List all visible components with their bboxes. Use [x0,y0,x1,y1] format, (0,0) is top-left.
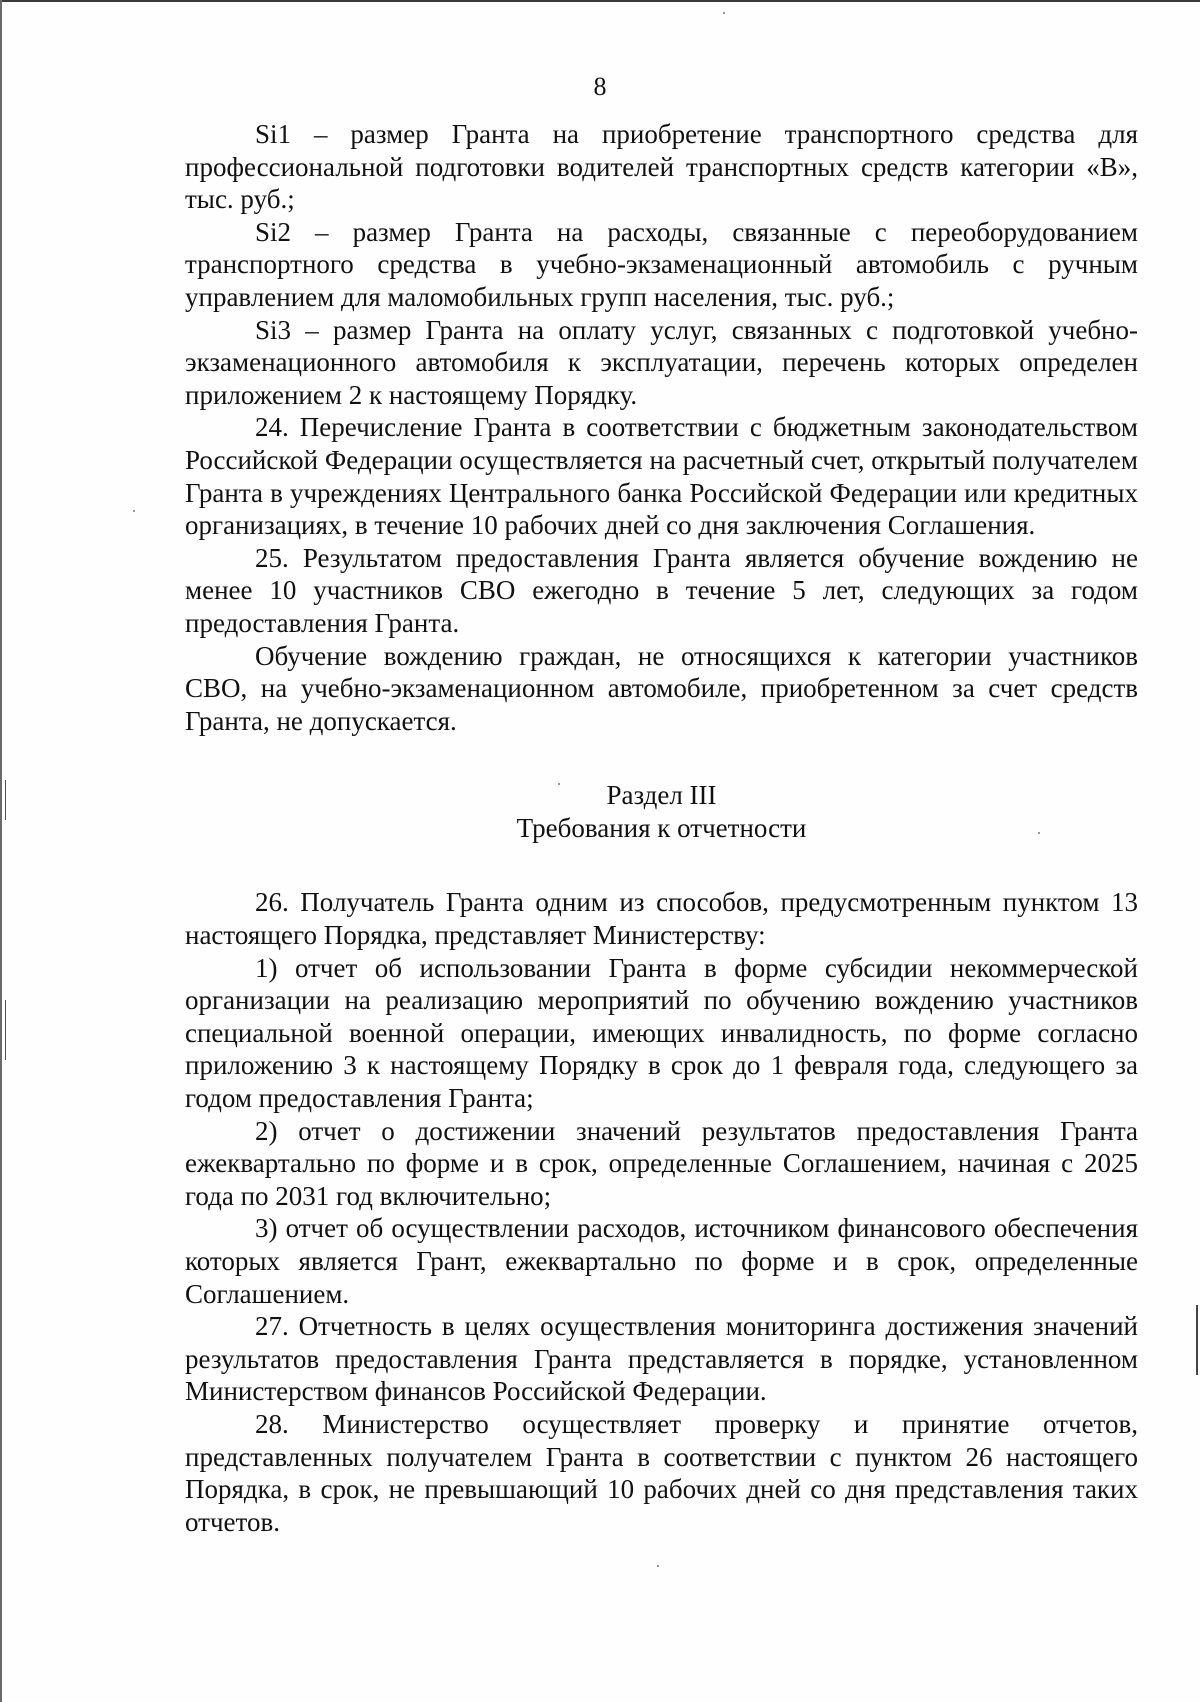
scan-left-edge [0,0,2,1702]
paragraph-25: 25. Результатом предоставления Гранта является обучение вождению не менее 10 участников СВО ежегодно в течение 5 лет, следующих за годом предоставления Гранта. [185,542,1138,638]
paragraph-26-item-1: 1) отчет об использовании Гранта в форме субсидии некоммерческой организации на реализацию мероприятий по обучению вождению участников специальной военной операции, имеющих инвалидность, по форме согласно приложению 3 к настоящему Порядку в срок до 1 февраля года, следующего за годом предоставления Гранта; [185,952,1138,1114]
document-body [185,118,1138,1538]
section-title: Требования к отчетности [516,812,807,843]
scan-speck [723,12,725,14]
paragraph-28: 28. Министерство осуществляет проверку и принятие отчетов, представленных получателем Гранта в соответствии с пунктом 26 настоящего Порядка, в срок, не превышающий 10 рабочих дней со дня представления таких отчетов. [185,1408,1138,1537]
scan-speck [133,510,135,512]
page-number: 8 [593,72,607,101]
section-heading [185,779,1138,844]
scan-left-smudge [5,1000,6,1060]
scan-speck [657,1565,659,1567]
paragraph-si2: Si2 – размер Гранта на расходы, связанные с переоборудованием транспортного средства в учебно-экзаменационный автомобиль с ручным управлением для маломобильных групп населения, тыс. руб.; [185,216,1138,312]
scan-top-edge [0,0,1200,2]
paragraph-26-item-2: 2) отчет о достижении значений результатов предоставления Гранта ежеквартально по форме и в срок, определенные Соглашением, начиная с 2025 года по 2031 год включительно; [185,1115,1138,1211]
paragraph-26: 26. Получатель Гранта одним из способов, предусмотренным пунктом 13 настоящего Порядка, представляет Министерству: [185,887,1138,951]
section-label: Раздел III [606,780,717,811]
paragraph-25-note: Обучение вождению граждан, не относящихся к категории участников СВО, на учебно-экзаменационном автомобиле, приобретенном за счет средств Гранта, не допускается. [185,640,1138,736]
paragraph-24: 24. Перечисление Гранта в соответствии с бюджетным законодательством Российской Федерации осуществляется на расчетный счет, открытый получателем Гранта в учреждениях Центрального банка Российской Федерации или кредитных организациях, в течение 10 рабочих дней со дня заключения Соглашения. [185,412,1138,541]
scan-right-mark [1196,1305,1198,1375]
paragraph-si1: Si1 – размер Гранта на приобретение транспортного средства для профессиональной подготовки водителей транспортных средств категории «В», тыс. руб.; [185,119,1138,215]
paragraph-27: 27. Отчетность в целях осуществления мониторинга достижения значений результатов предоставления Гранта представляется в порядке, установленном Министерством финансов Российской Федерации. [185,1311,1138,1407]
scan-left-smudge [5,780,6,820]
paragraph-si3: Si3 – размер Гранта на оплату услуг, связанных с подготовкой учебно-экзаменационного автомобиля к эксплуатации, перечень которых определен приложением 2 к настоящему Порядку. [185,314,1138,410]
paragraph-26-item-3: 3) отчет об осуществлении расходов, источником финансового обеспечения которых является Грант, ежеквартально по форме и в срок, определенные Соглашением. [185,1213,1138,1309]
